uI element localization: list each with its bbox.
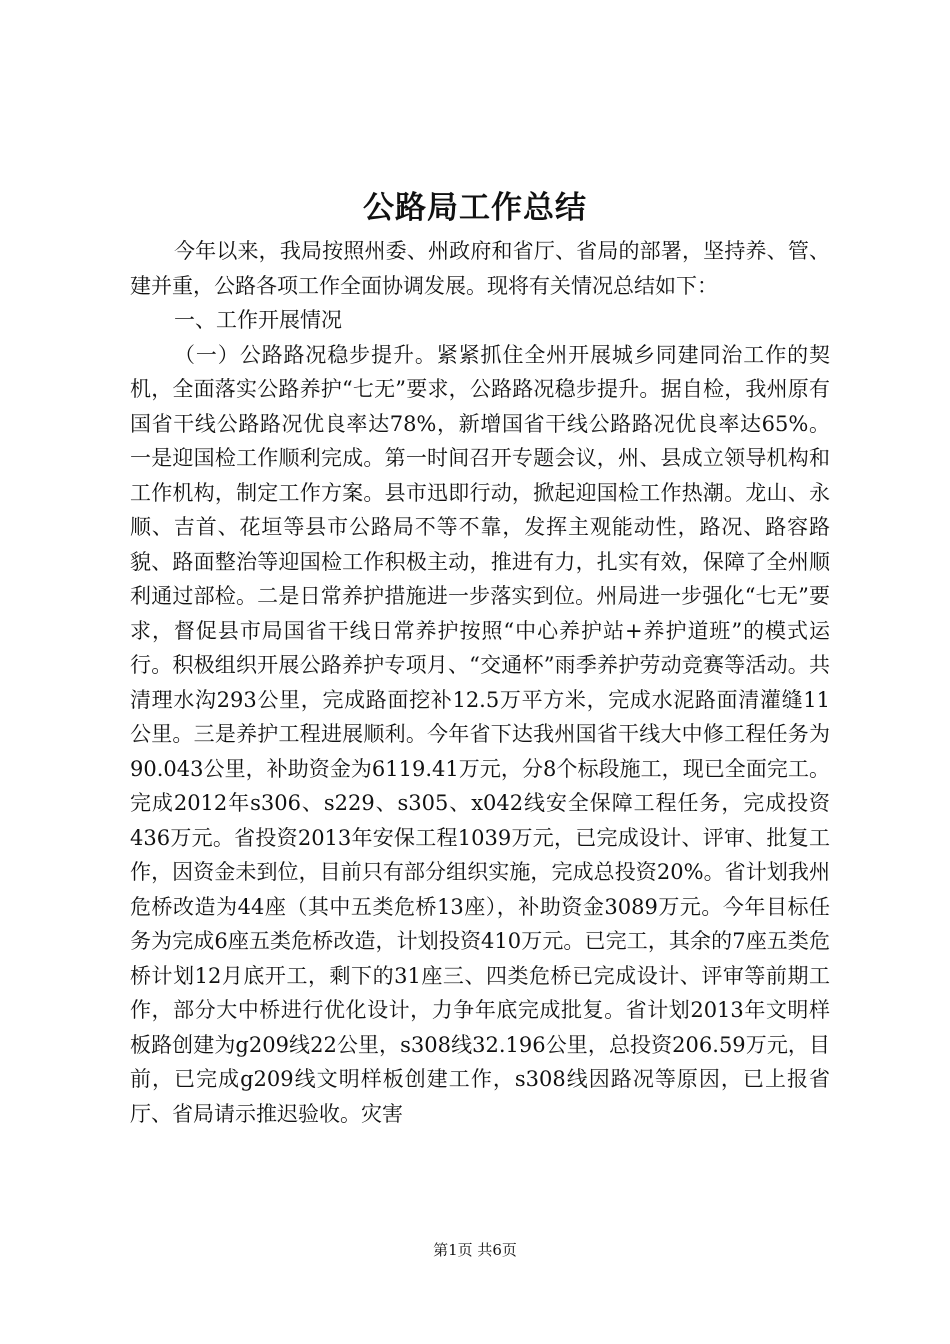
- page-number-footer: 第1页 共6页: [433, 1241, 517, 1259]
- intro-paragraph: 今年以来，我局按照州委、州政府和省厅、省局的部署，坚持养、管、建并重，公路各项工作全面协调发展。现将有关情况总结如下：: [130, 239, 830, 298]
- section-heading: 一、工作开展情况: [174, 308, 342, 332]
- document-title: 公路局工作总结: [363, 190, 587, 226]
- document-body: [130, 234, 830, 1131]
- body-paragraph: （一）公路路况稳步提升。紧紧抓住全州开展城乡同建同治工作的契机，全面落实公路养护“七无”要求，公路路况稳步提升。据自检，我州原有国省干线公路路况优良率达78%，新增国省干线公路路况优良率达65%。一是迎国检工作顺利完成。第一时间召开专题会议，州、县成立领导机构和工作机构，制定工作方案。县市迅即行动，掀起迎国检工作热潮。龙山、永顺、吉首、花垣等县市公路局不等不靠，发挥主观能动性，路况、路容路貌、路面整治等迎国检工作积极主动，推进有力，扎实有效，保障了全州顺利通过部检。二是日常养护措施进一步落实到位。州局进一步强化“七无”要求，督促县市局国省干线日常养护按照“中心养护站+养护道班”的模式运行。积极组织开展公路养护专项月、“交通杯”雨季养护劳动竞赛等活动。共清理水沟293公里，完成路面挖补12.5万平方米，完成水泥路面清灌缝11公里。三是养护工程进展顺利。今年省下达我州国省干线大中修工程任务为90.043公里，补助资金为6119.41万元，分8个标段施工，现已全面完工。完成2012年s306、s229、s305、x042线安全保障工程任务，完成投资436万元。省投资2013年安保工程1039万元，已完成设计、评审、批复工作，因资金未到位，目前只有部分组织实施，完成总投资20%。省计划我州危桥改造为44座（其中五类危桥13座），补助资金3089万元。今年目标任务为完成6座五类危桥改造，计划投资410万元。已完工，其余的7座五类危桥计划12月底开工，剩下的31座三、四类危桥已完成设计、评审等前期工作，部分大中桥进行优化设计，力争年底完成批复。省计划2013年文明样板路创建为g209线22公里，s308线32.196公里，总投资206.59万元，目前，已完成g209线文明样板创建工作，s308线因路况等原因，已上报省厅、省局请示推迟验收。灾害: [130, 342, 830, 1126]
